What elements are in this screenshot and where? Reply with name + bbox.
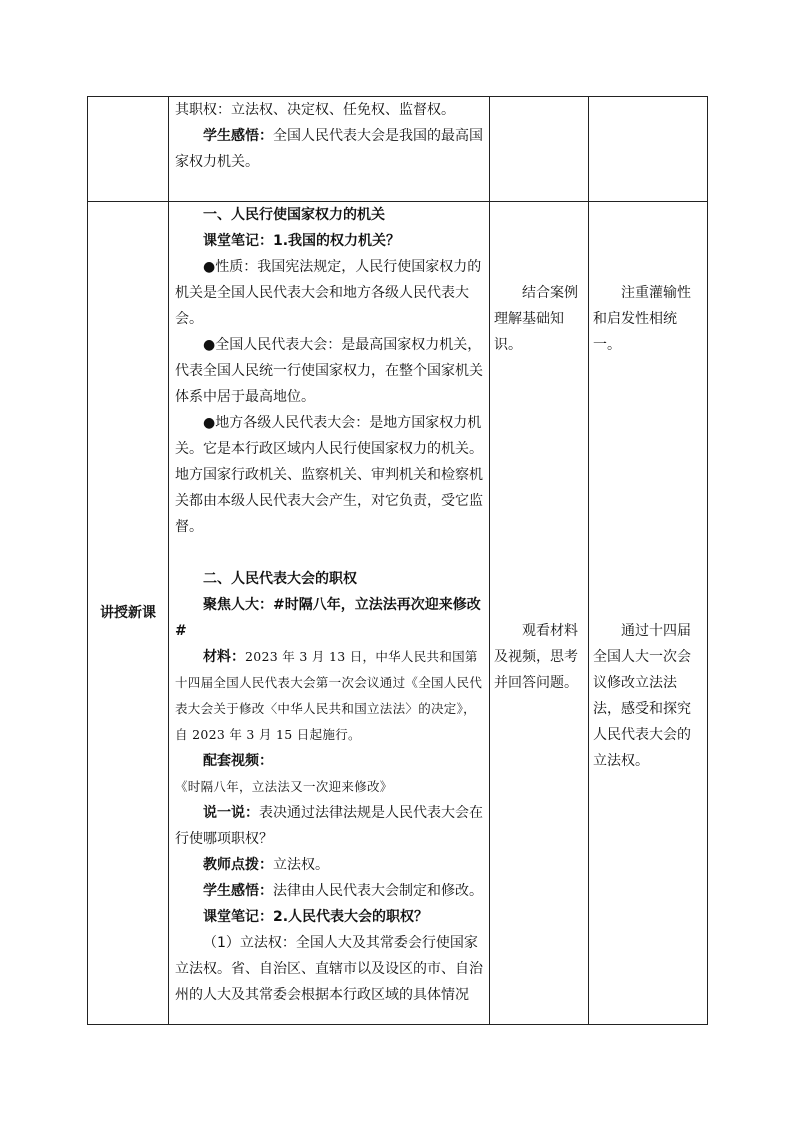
student-reflection-label: 学生感悟： — [203, 128, 273, 144]
video-title: 《时隔八年，立法法又一次迎来修改》 — [175, 779, 393, 794]
point-nature-text: 我国宪法规定，人民行使国家权力的机关是全国人民代表大会和地方各级人民代表大会。 — [175, 259, 482, 327]
teacher-tip — [175, 852, 483, 878]
discussion-label: 说一说： — [203, 805, 259, 821]
point-local-text: 是地方国家权力机关。它是本行政区域内人民行使国家权力的机关。地方国家行政机关、监察机关、审判机关和检察机关都由本级人民代表大会产生，对它负责，受它监督。 — [175, 415, 483, 535]
teacher-tip-text: 立法权。 — [273, 857, 329, 873]
content-cell — [169, 202, 490, 1025]
content-cell — [169, 97, 490, 202]
intent-2: 通过十四届全国人大一次会议修改立法法法，感受和探究人民代表大会的立法权。 — [593, 623, 691, 769]
spacer — [593, 202, 703, 280]
focus-label: 聚焦人大： — [203, 597, 273, 613]
discussion — [175, 800, 483, 852]
material — [175, 644, 483, 748]
activity-cell — [490, 202, 589, 1025]
section2-note-label: 课堂笔记： — [203, 909, 273, 925]
material-text: 2023 年 3 月 13 日，中华人民共和国第十四届全国人民代表大会第一次会议通过《全国人民代表大会关于修改〈中华人民共和国立法法〉的决定》，自 2023 年 3 月 15 日起施行。 — [175, 649, 483, 742]
section2-heading: 二、人民代表大会的职权 — [203, 571, 357, 587]
point-local-congress — [175, 410, 483, 540]
stage-cell-empty — [88, 97, 169, 202]
activity-cell-empty — [490, 97, 589, 202]
spacer — [494, 202, 584, 280]
section1-note-title: 1.我国的权力机关？ — [273, 233, 401, 249]
section2-note — [175, 904, 483, 930]
point-nature-label: ●性质： — [203, 259, 258, 275]
stage-label: 讲授新课 — [100, 605, 156, 621]
point-local-label: ●地方各级人民代表大会： — [203, 415, 370, 431]
student-reflection-text: 全国人民代表大会是我国的最高国家权力机关。 — [175, 128, 483, 170]
legislation-power: （1）立法权：全国人大及其常委会行使国家立法权。省、自治区、直辖市以及设区的市、自治州的人大及其常委会根据本行政区域的具体情况 — [175, 935, 483, 1003]
focus-npc — [175, 592, 483, 644]
spacer — [593, 358, 703, 618]
lesson-plan-table — [87, 96, 708, 1025]
video — [175, 748, 483, 800]
table-row — [88, 202, 708, 1025]
material-label: 材料： — [203, 649, 245, 665]
section1-note — [175, 228, 483, 254]
section2-note-title: 2.人民代表大会的职权？ — [273, 909, 429, 925]
point-npc-label: ●全国人民代表大会： — [203, 337, 342, 353]
teacher-tip-label: 教师点拨： — [203, 857, 273, 873]
intent-1: 注重灌输性和启发性相统一。 — [593, 285, 691, 353]
activity-1: 结合案例理解基础知识。 — [494, 285, 578, 353]
student-feeling-text: 法律由人民代表大会制定和修改。 — [273, 883, 483, 899]
intent-cell-empty — [589, 97, 708, 202]
section1-heading: 一、人民行使国家权力的机关 — [203, 207, 385, 223]
video-label: 配套视频： — [203, 753, 273, 769]
intent-cell — [589, 202, 708, 1025]
activity-2: 观看材料及视频，思考并回答问题。 — [494, 623, 578, 691]
spacer — [175, 540, 483, 566]
stage-label-cell — [88, 202, 169, 1025]
point-npc — [175, 332, 483, 410]
point-npc-text: 是最高国家权力机关，代表全国人民统一行使国家权力，在整个国家机关体系中居于最高地位。 — [175, 337, 483, 405]
student-reflection — [175, 123, 483, 175]
focus-title: #时隔八年，立法法再次迎来修改# — [175, 597, 481, 639]
table-row — [88, 97, 708, 202]
discussion-text: 表决通过法律法规是人民代表大会在行使哪项职权？ — [175, 805, 483, 847]
point-nature — [175, 254, 483, 332]
student-feeling — [175, 878, 483, 904]
student-feeling-label: 学生感悟： — [203, 883, 273, 899]
powers-line: 其职权：立法权、决定权、任免权、监督权。 — [175, 102, 455, 118]
spacer — [494, 358, 584, 618]
section1-note-label: 课堂笔记： — [203, 233, 273, 249]
